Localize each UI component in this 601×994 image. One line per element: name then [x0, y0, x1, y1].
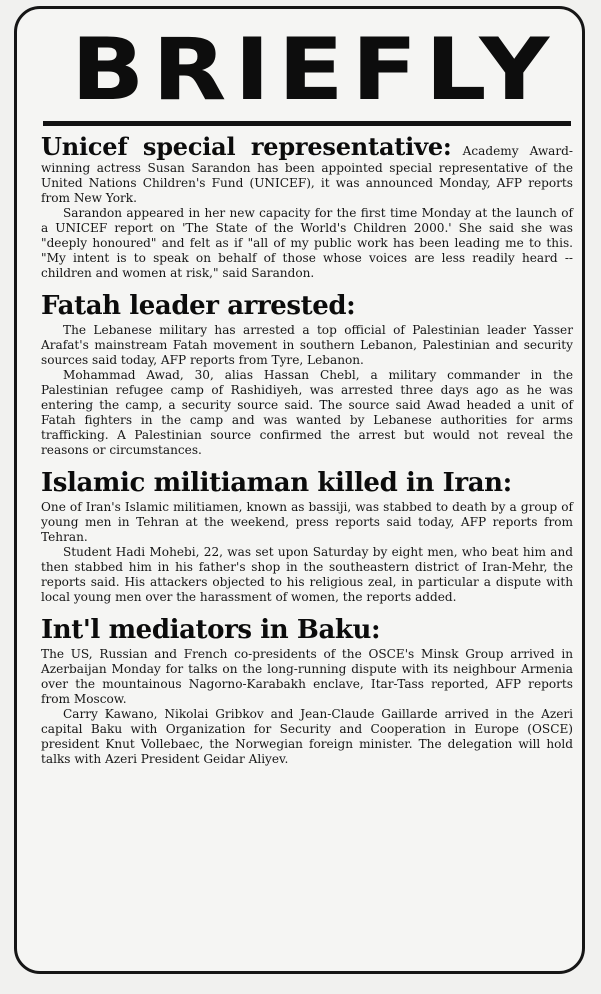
story-headline: Int'l mediators in Baku: [41, 615, 381, 645]
masthead-rule [43, 121, 571, 126]
story-paragraph: Sarandon appeared in her new capacity for the first time Monday at the launch of a UNICEF report on 'The State of the World's Children 2000.' She said she was "deeply honoured" and felt as if "all of my public work has been leading me to this. "My intent is to speak on behalf of those whose voices are less readily heard -- children and women at risk," said Sarandon. [41, 206, 573, 280]
story-paragraph [41, 133, 573, 206]
story-paragraph: Student Hadi Mohebi, 22, was set upon Saturday by eight men, who beat him and then stabbed him in his father's shop in the southeastern district of Iran-Mehr, the reports said. His attackers objected to his religious zeal, in particular a dispute with local young men over the harassment of women, the reports added. [41, 545, 573, 604]
story-headline: Islamic militiaman killed in Iran: [41, 468, 512, 498]
story-paragraph: Carry Kawano, Nikolai Gribkov and Jean-Claude Gaillarde arrived in the Azeri capital Baku with Organization for Security and Cooperation in Europe (OSCE) president Knut Vollebaec, the Norwegian foreign minister. The delegation will hold talks with Azeri President Geidar Aliyev. [41, 707, 573, 766]
story-paragraph: The US, Russian and French co-presidents of the OSCE's Minsk Group arrived in Azerbaijan Monday for talks on the long-running dispute with its neighbour Armenia over the mountainous Nagorno-Karabakh enclave, Itar-Tass reported, AFP reports from Moscow. [41, 647, 573, 706]
masthead-title: BRIEFLY [70, 20, 558, 120]
story-headline: Unicef special representative: [41, 132, 452, 161]
story-paragraph: Mohammad Awad, 30, alias Hassan Chebl, a military commander in the Palestinian refugee camp of Rashidiyeh, was arrested three days ago as he was entering the camp, a security source said. The source said Awad headed a unit of Fatah fighters in the camp and was wanted by Lebanese authorities for arms trafficking. A Palestinian source confirmed the arrest but would not reveal the reasons or circumstances. [41, 368, 573, 457]
story-fatah [41, 291, 573, 458]
story-lead-text: Academy Award-winning actress Susan Sarandon has been appointed special representative of the United Nations Children's Fund (UNICEF), it was announced Monday, AFP reports from New York. [41, 144, 573, 205]
story-headline: Fatah leader arrested: [41, 291, 356, 321]
story-paragraph: One of Iran's Islamic militiamen, known as bassiji, was stabbed to death by a group of young men in Tehran at the weekend, press reports said today, AFP reports from Tehran. [41, 500, 573, 544]
story-unicef [41, 133, 573, 281]
masthead [70, 20, 558, 120]
briefs-column [41, 133, 573, 777]
story-baku [41, 615, 573, 767]
story-paragraph: The Lebanese military has arrested a top official of Palestinian leader Yasser Arafat's mainstream Fatah movement in southern Lebanon, Palestinian and security sources said today, AFP reports from Tyre, Lebanon. [41, 323, 573, 367]
rounded-border-frame [14, 6, 585, 974]
story-iran [41, 468, 573, 605]
